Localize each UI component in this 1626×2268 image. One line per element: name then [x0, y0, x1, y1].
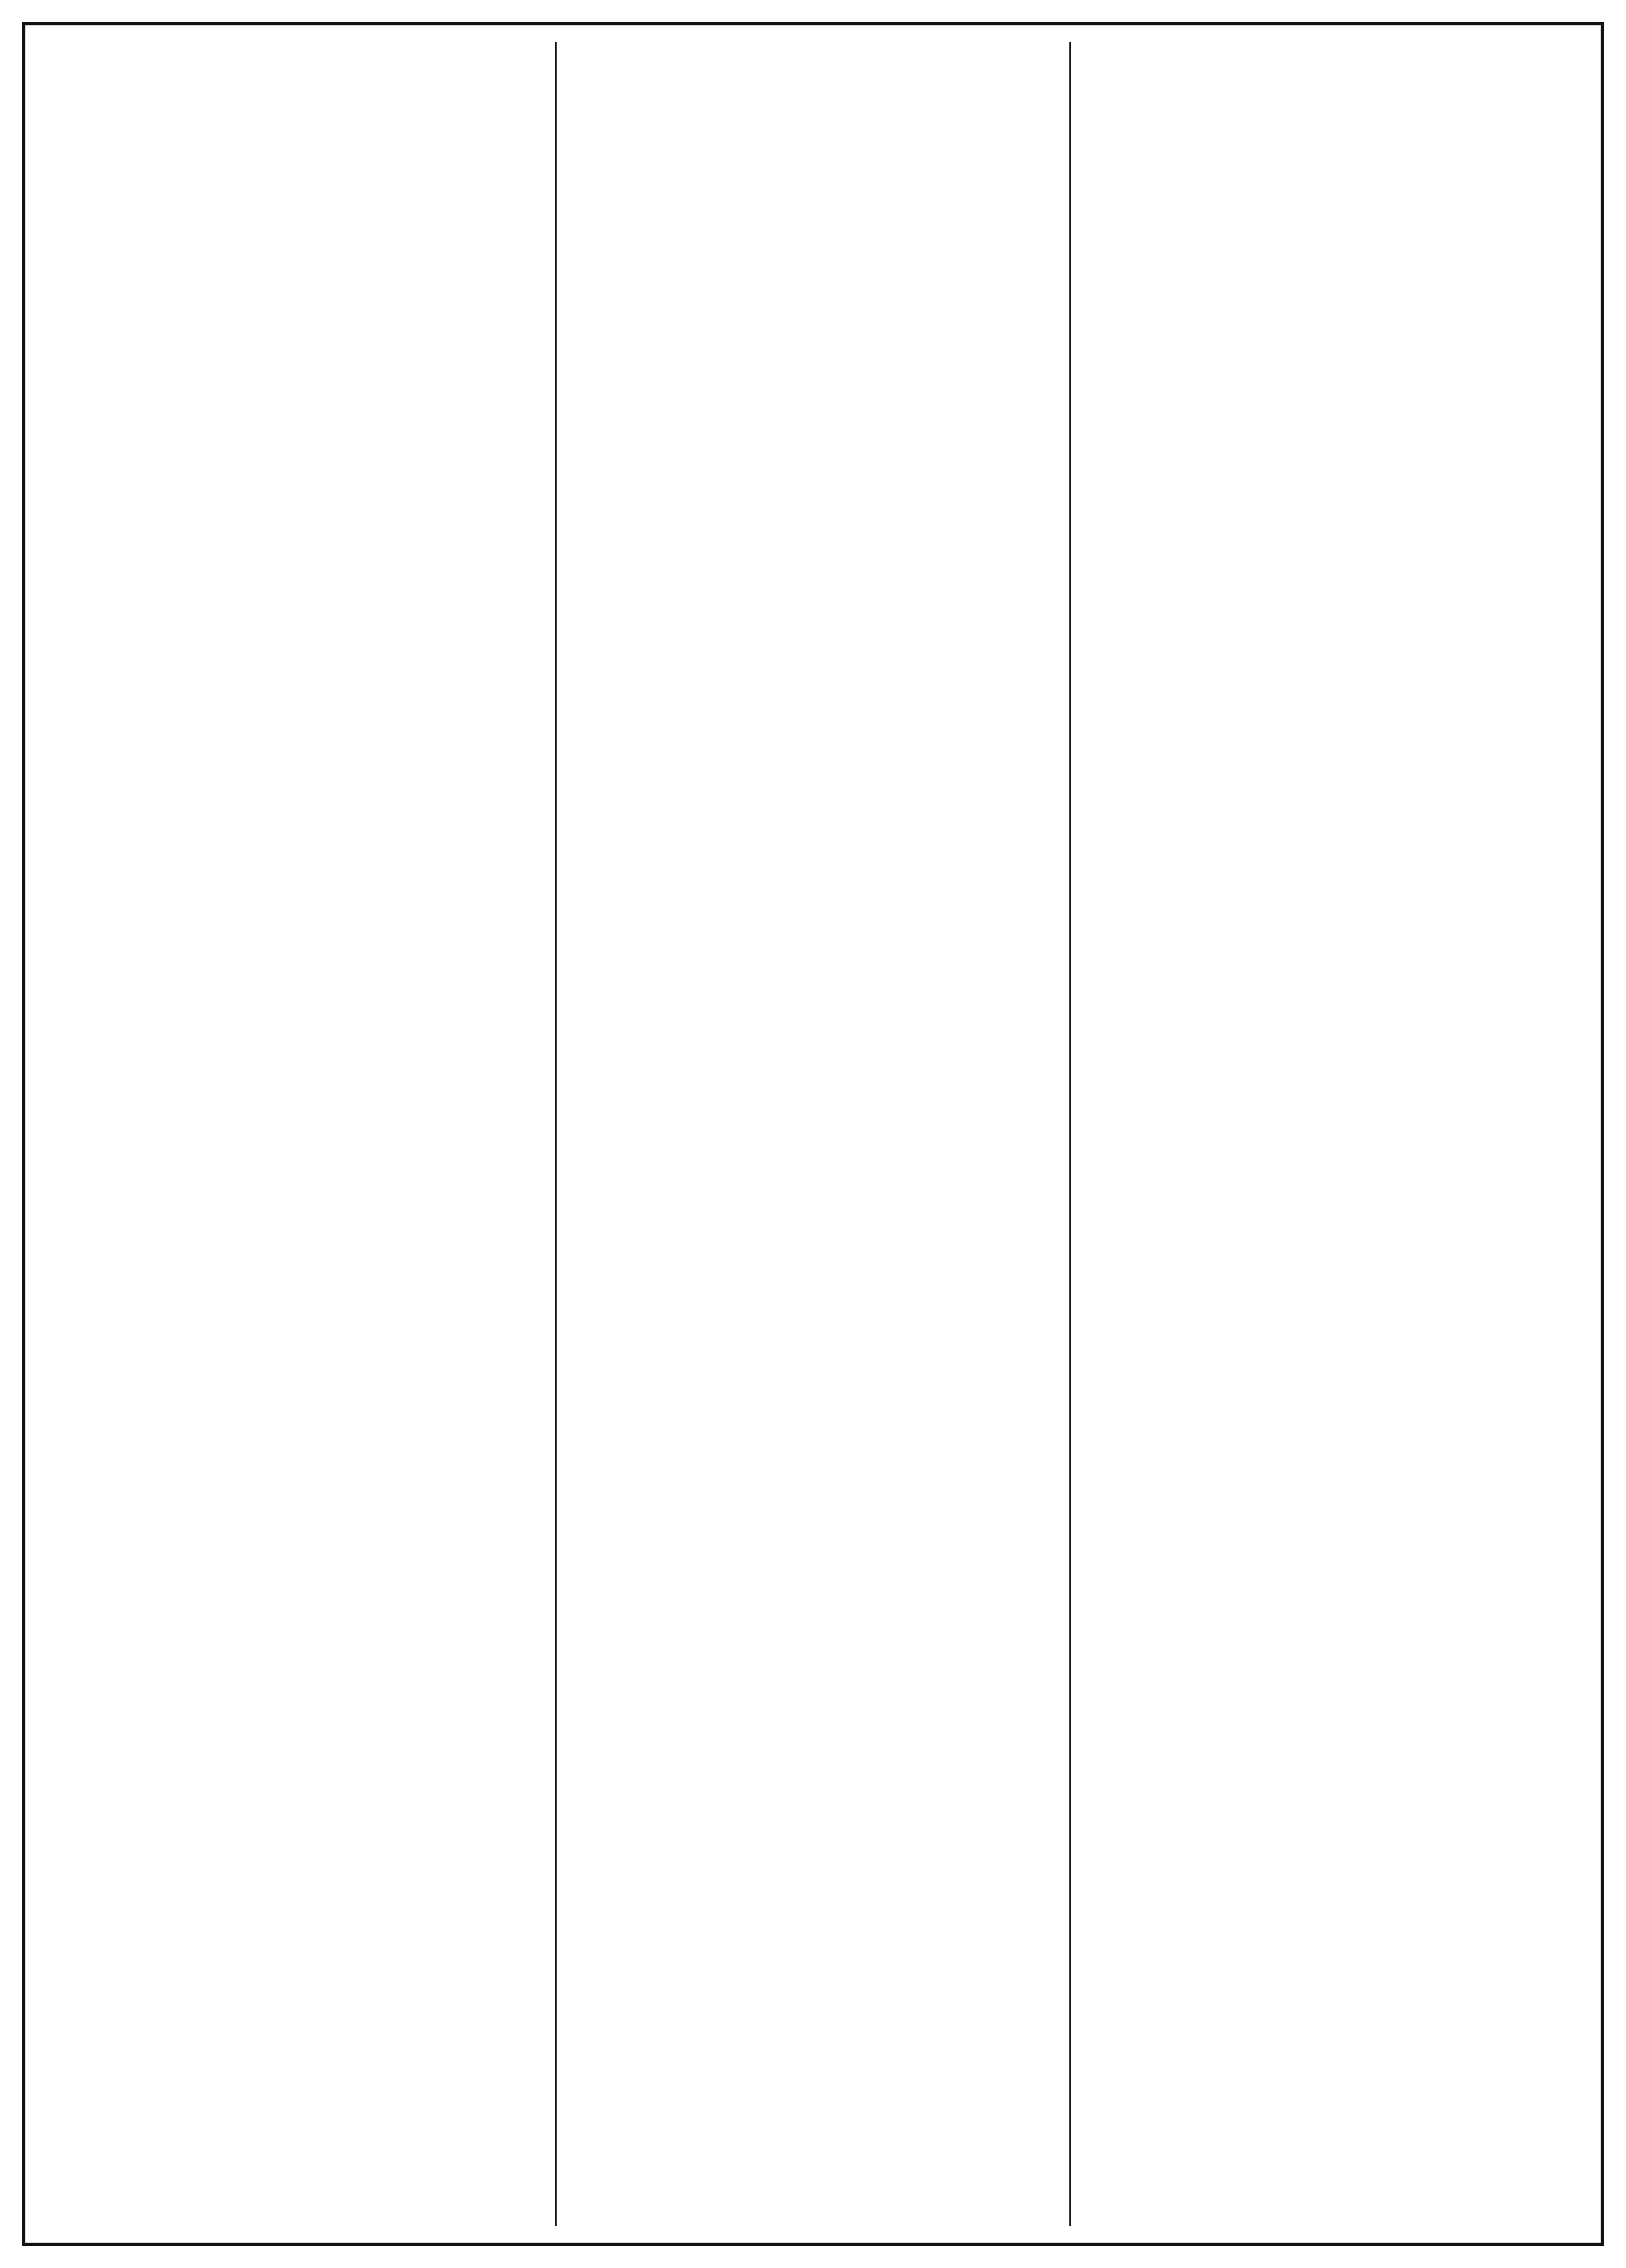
block-item: [1156, 42, 1565, 72]
block-para: [575, 359, 1051, 388]
block-para: [61, 300, 536, 330]
block-item: [1156, 605, 1565, 635]
block-subheading: [575, 798, 1051, 829]
block-item: [127, 870, 536, 900]
block-para: [575, 724, 1051, 754]
block-para: [575, 836, 1051, 866]
block-para: [575, 654, 1051, 683]
block-item: [127, 518, 536, 548]
block-item: [127, 589, 536, 618]
block-para: [1090, 640, 1565, 670]
block-para: [575, 77, 1051, 107]
block-item: [127, 659, 536, 689]
block-para: [1090, 324, 1565, 353]
block-item: [641, 288, 1051, 318]
block-para: [1090, 676, 1565, 705]
block-para: [1090, 464, 1565, 494]
block-item: [1156, 183, 1565, 212]
block-item: [1156, 253, 1565, 283]
block-item: [127, 336, 536, 365]
block-heading: [61, 52, 536, 83]
column-right: [1069, 42, 1584, 2226]
block-item: [1156, 112, 1565, 142]
block-para: [575, 253, 1051, 283]
block-item: [127, 554, 536, 583]
block-heading: [61, 410, 536, 441]
block-subheading: [575, 615, 1051, 646]
block-para: [575, 112, 1051, 142]
block-item: [1156, 394, 1565, 424]
block-heading: [575, 764, 1051, 795]
block-item: [1156, 288, 1565, 318]
block-para: [61, 160, 536, 189]
block-subheading: [61, 86, 536, 117]
block-item: [127, 906, 536, 935]
block-item: [127, 730, 536, 759]
columns: [42, 42, 1584, 2226]
block-para: [575, 183, 1051, 212]
block-para: [575, 394, 1051, 424]
block-subheading: [61, 445, 536, 475]
block-para: [61, 195, 536, 224]
block-item: [641, 872, 1051, 901]
block-item: [1156, 535, 1565, 565]
block-item: [127, 800, 536, 830]
block-item: [127, 624, 536, 654]
block-item: [1156, 77, 1565, 107]
block-para: [575, 541, 1051, 571]
block-item: [1156, 570, 1565, 600]
block-item: [1156, 147, 1565, 177]
block-item: [1156, 500, 1565, 529]
block-item: [1156, 218, 1565, 248]
block-para: [575, 147, 1051, 177]
block-para: [61, 371, 536, 401]
block-para: [61, 124, 536, 154]
block-item: [127, 265, 536, 295]
block-item: [127, 835, 536, 865]
page-frame: [22, 22, 1604, 2246]
block-item: [1156, 429, 1565, 459]
column-left: [42, 42, 555, 2226]
block-heading: [575, 434, 1051, 464]
block-para: [575, 218, 1051, 248]
block-heading: [575, 581, 1051, 612]
block-para: [575, 689, 1051, 719]
block-para: [61, 483, 536, 513]
block-item: [127, 765, 536, 795]
block-item: [1156, 359, 1565, 388]
block-item: [127, 230, 536, 260]
column-middle: [555, 42, 1070, 2226]
block-item: [641, 324, 1051, 353]
block-para: [61, 694, 536, 724]
block-para: [575, 42, 1051, 72]
block-para: [575, 506, 1051, 536]
block-subheading: [575, 468, 1051, 498]
